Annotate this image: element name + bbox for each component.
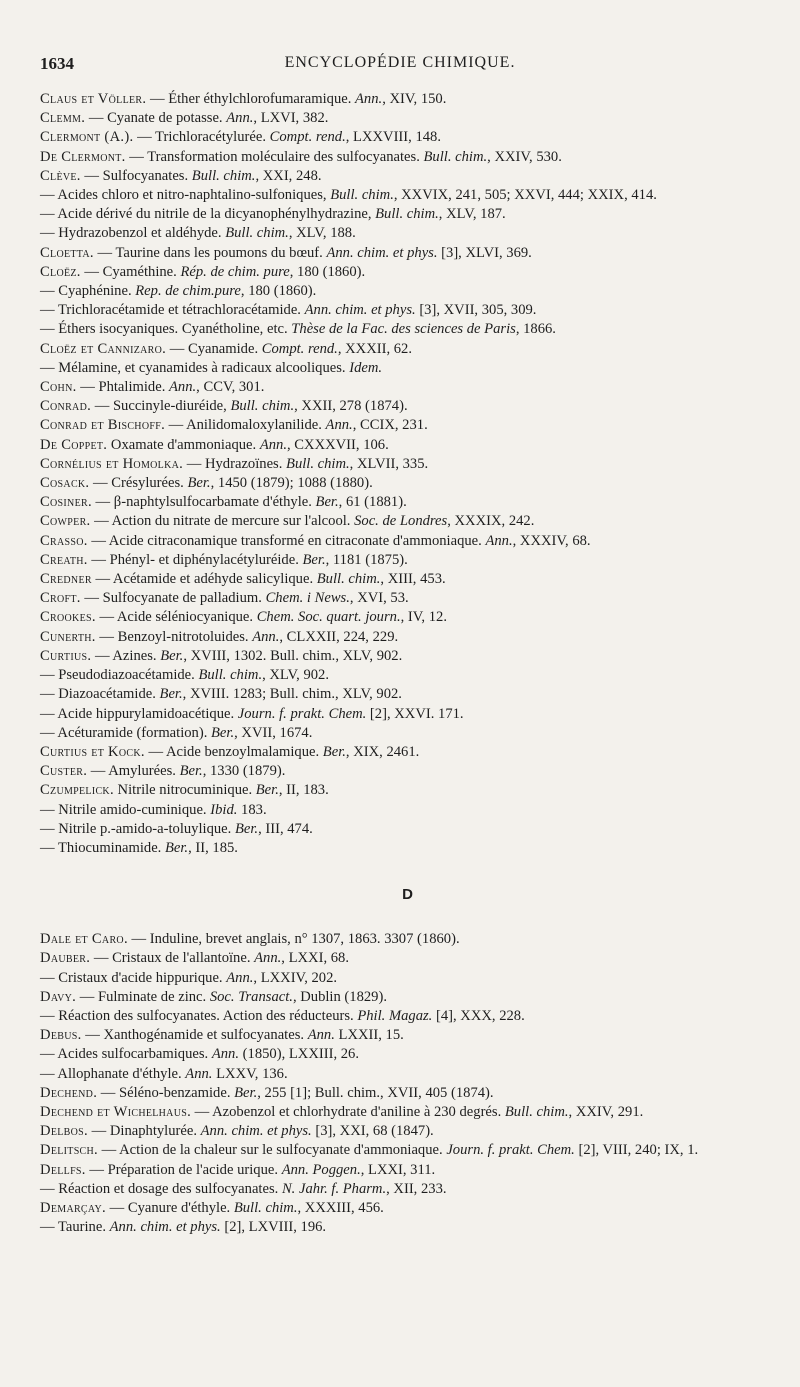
entry-text: Oxamate d'ammoniaque. (107, 436, 260, 453)
entry-text: — Dinaphtylurée. (87, 1123, 201, 1140)
entry-source: Ann. (325, 417, 353, 434)
entry-text: — Sulfocyanates. (80, 167, 192, 184)
entry-author: Cosack. (40, 475, 90, 492)
bibliography-entry (40, 839, 775, 858)
entry-text: — Mélamine, et cyanamides à radicaux alcooliques. (40, 359, 350, 376)
entry-source: Soc. Transact. (209, 988, 293, 1005)
entry-reference: , XVIII, 1302. Bull. chim., XLV, 902. (183, 647, 403, 664)
entry-source: Phil. Magaz. (357, 1007, 433, 1024)
entry-author: Cloëz et Cannizaro. (40, 340, 167, 357)
entry-reference: [4], XXX, 228. (432, 1007, 525, 1024)
entry-text: — Acide benzoylmalamique. (144, 743, 323, 760)
bibliography-entry (40, 167, 775, 186)
entry-source: Ann. chim. et phys. (326, 244, 438, 261)
entry-reference: [2], LXVIII, 196. (220, 1219, 327, 1236)
bibliography-entry (40, 647, 775, 666)
entry-source: Ber. (234, 1084, 258, 1101)
entry-text: — Cyaphénine. (40, 283, 136, 300)
bibliography-entry (40, 608, 775, 627)
entry-text: — Acide citraconamique transformé en citraconate d'ammoniaque. (87, 532, 486, 549)
entry-reference: , LXXI, 68. (281, 950, 349, 967)
bibliography-entry (40, 493, 775, 512)
page-number: 1634 (40, 54, 74, 73)
bibliography-entry (40, 1103, 775, 1122)
entry-source: Bull. chim. (330, 187, 394, 204)
entry-text: — Acétamide et adéhyde salicylique. (91, 571, 317, 588)
entry-source: Ann. chim. et phys. (304, 302, 416, 319)
entry-reference: , 61 (1881). (338, 494, 407, 511)
entry-source: Bull. chim. (316, 571, 381, 588)
entry-source: Ann. (254, 950, 282, 967)
entry-reference: , XXXIV, 68. (512, 532, 591, 549)
entry-reference: LXXII, 15. (334, 1027, 404, 1044)
entry-reference: , II, 183. (278, 782, 329, 799)
entry-text: — Allophanate d'éthyle. (40, 1065, 186, 1082)
bibliography-entry (40, 282, 775, 301)
entry-source: Bull. chim. (504, 1103, 569, 1120)
entry-author: Croft. (40, 590, 81, 607)
bibliography-entry (40, 90, 775, 109)
bibliography-entry (40, 724, 775, 743)
entry-reference: , XXI, 248. (255, 167, 322, 184)
entry-source: Bull. chim. (286, 455, 350, 472)
entry-source: Bull. chim. (191, 167, 256, 184)
entry-source: Ann. (485, 532, 513, 549)
entry-author: Dellfs. (40, 1161, 86, 1178)
entry-source: Ibid. (210, 801, 238, 818)
entry-text: — Crésylurées. (89, 475, 188, 492)
entry-text: — Diazoacétamide. (40, 686, 160, 703)
entry-text: — Acide séléniocyanique. (95, 609, 257, 626)
entry-reference: [2], VIII, 240; IX, 1. (574, 1142, 699, 1159)
entry-reference: , CCV, 301. (196, 379, 265, 396)
entry-text: — Taurine dans les poumons du bœuf. (93, 244, 327, 261)
entry-text: — Transformation moléculaire des sulfocyanates. (125, 148, 424, 165)
bibliography-entry (40, 340, 775, 359)
entry-text: — Nitrile p.-amido-a-toluylique. (40, 820, 235, 837)
bibliography-entry (40, 1045, 775, 1064)
entry-reference: , LXXI, 311. (360, 1161, 436, 1178)
bibliography-entry (40, 186, 775, 205)
entry-source: Compt. rend. (261, 340, 338, 357)
entry-source: Ber. (159, 686, 183, 703)
entry-reference: , XII, 233. (386, 1180, 447, 1197)
entry-source: Ber. (322, 743, 346, 760)
entry-reference: , XXXIII, 456. (297, 1199, 384, 1216)
entry-text: — β-naphtylsulfocarbamate d'éthyle. (91, 494, 316, 511)
entry-source: Bull. chim. (423, 148, 488, 165)
entry-reference: 183. (237, 801, 267, 818)
entry-source: Ann. (226, 969, 254, 986)
entry-source: Ber. (160, 647, 184, 664)
entry-source: Ber. (164, 839, 189, 856)
section-letter: D (402, 886, 413, 904)
entry-reference: , 1866. (515, 321, 556, 338)
entry-source: Bull. chim. (198, 667, 263, 684)
entry-author: Custer. (40, 763, 88, 780)
bibliography-entry (40, 705, 775, 724)
entry-text: — Acide dérivé du nitrile de la dicyanophénylhydrazine, (40, 206, 376, 223)
entry-reference: , XXXII, 62. (337, 340, 413, 357)
entry-source: Ann. (252, 628, 280, 645)
bibliography-entry (40, 455, 775, 474)
entry-reference: , CCIX, 231. (352, 417, 428, 434)
entry-source: Bull. chim. (230, 398, 295, 415)
entry-author: Clermont (A.). (40, 129, 134, 146)
entry-author: Crookes. (40, 609, 96, 626)
bibliography-entry (40, 205, 775, 224)
entry-reference: , III, 474. (258, 820, 313, 837)
entry-reference: , LXVI, 382. (253, 110, 329, 127)
entry-source: Ber. (187, 475, 211, 492)
bibliography-entry (40, 589, 775, 608)
entry-source: Chem. i News. (265, 590, 350, 607)
entry-reference: (1850), LXXIII, 26. (239, 1046, 359, 1063)
bibliography-entry (40, 1007, 775, 1026)
entry-author: Creath. (40, 551, 88, 568)
entry-reference: , 1330 (1879). (202, 763, 286, 780)
entry-reference: [2], XXVI. 171. (366, 705, 464, 722)
entry-text: — Préparation de l'acide urique. (85, 1161, 282, 1178)
bibliography-entry (40, 1065, 775, 1084)
bibliography-entry (40, 666, 775, 685)
bibliography-entry (40, 781, 775, 800)
entry-author: Crasso. (40, 532, 88, 549)
entry-source: Ber. (315, 494, 339, 511)
bibliography-entry (40, 801, 775, 820)
bibliography-entry (40, 512, 775, 531)
entry-source: Thèse de la Fac. des sciences de Paris (291, 321, 516, 338)
entry-source: Ber. (179, 763, 203, 780)
entry-author: Cowper. (40, 513, 91, 530)
entry-text: — Acide hippurylamidoacétique. (40, 705, 238, 722)
bibliography-entry (40, 685, 775, 704)
entry-reference: , XXVIX, 241, 505; XXVI, 444; XXIX, 414. (393, 187, 657, 204)
entry-reference: , IV, 12. (400, 609, 447, 626)
entry-source: Ann. (307, 1027, 335, 1044)
bibliography-entry (40, 1141, 775, 1160)
entry-author: De Clermont. (40, 148, 126, 165)
entry-source: Ber. (255, 782, 279, 799)
entry-reference: [3], XXI, 68 (1847). (311, 1123, 434, 1140)
entry-author: Curtius. (40, 647, 92, 664)
entry-reference: , XVIII. 1283; Bull. chim., XLV, 902. (182, 686, 402, 703)
entry-text: — Éthers isocyaniques. Cyanétholine, etc. (40, 321, 292, 338)
entry-text: — Pseudodiazoacétamide. (40, 667, 199, 684)
bibliography-entry (40, 1180, 775, 1199)
entry-reference: , XIII, 453. (380, 571, 446, 588)
entry-source: Soc. de Londres (354, 513, 448, 530)
entry-author: Czumpelick. (40, 782, 114, 799)
entry-text: — Amylurées. (87, 763, 180, 780)
entry-author: Debus. (40, 1027, 82, 1044)
entry-source: Ann. (355, 91, 383, 107)
entry-source: Rep. de chim.pure (135, 283, 241, 300)
entry-source: Chem. Soc. quart. journ. (256, 609, 401, 626)
entry-author: Cornélius et Homolka. (40, 455, 184, 472)
entry-text: — Benzoyl-nitrotoluides. (95, 628, 253, 645)
entry-text: — Phényl- et diphénylacétyluréide. (87, 551, 303, 568)
entry-author: Cosiner. (40, 494, 92, 511)
bibliography-entry (40, 1218, 775, 1237)
entry-text: — Réaction et dosage des sulfocyanates. (40, 1180, 282, 1197)
entry-reference: , 180 (1860). (289, 263, 366, 280)
entry-reference: , 1450 (1879); 1088 (1880). (210, 475, 373, 492)
entry-source: Idem. (349, 359, 383, 376)
bibliography-body (40, 90, 775, 1237)
bibliography-entry (40, 532, 775, 551)
entry-text: — Anilidomaloxylanilide. (165, 417, 326, 434)
entry-text: — Cyaméthine. (80, 263, 181, 280)
entry-text: — Trichloracétamide et tétrachloracétamide. (40, 302, 305, 319)
entry-reference: , XVI, 53. (349, 590, 409, 607)
entry-reference: LXXV, 136. (212, 1065, 288, 1082)
entry-source: Ann. (259, 436, 287, 453)
entry-author: Dale et Caro. (40, 931, 128, 948)
entry-reference: , XLV, 902. (262, 667, 329, 684)
entry-reference: , XXXIX, 242. (447, 513, 535, 530)
entry-source: Ann. (211, 1046, 240, 1063)
entry-reference: , CLXXII, 224, 229. (279, 628, 399, 645)
entry-author: Credner (40, 571, 92, 588)
bibliography-entry (40, 244, 775, 263)
entry-text: — Hydrazobenzol et aldéhyde. (40, 225, 226, 242)
entry-source: Ann. (226, 110, 254, 127)
entry-text: — Action de la chaleur sur le sulfocyanate d'ammoniaque. (98, 1142, 447, 1159)
entry-text: Nitrile nitrocuminique. (113, 782, 256, 799)
entry-reference: , 1181 (1875). (325, 551, 408, 568)
entry-reference: [3], XVII, 305, 309. (415, 302, 537, 319)
bibliography-entry (40, 378, 775, 397)
entry-text: — Cyanamide. (166, 340, 262, 357)
bibliography-entry (40, 224, 775, 243)
entry-text: — Induline, brevet anglais, n° 1307, 1863. 3307 (1860). (127, 931, 460, 948)
entry-text: — Réaction des sulfocyanates. Action des réducteurs. (40, 1007, 358, 1024)
entry-author: Delbos. (40, 1123, 88, 1140)
entry-author: Demarçay. (40, 1199, 106, 1216)
bibliography-entry (40, 628, 775, 647)
entry-author: De Coppet. (40, 436, 108, 453)
entry-author: Conrad et Bischoff. (40, 417, 166, 434)
entry-text: — Thiocuminamide. (40, 839, 165, 856)
section-divider (40, 858, 775, 930)
page-header (40, 54, 760, 80)
entry-reference: , XVII, 1674. (234, 724, 313, 741)
entry-author: Clève. (40, 167, 81, 184)
entry-reference: , CXXXVII, 106. (287, 436, 389, 453)
entry-source: Ann. (185, 1065, 213, 1082)
entry-text: — Acides sulfocarbamiques. (40, 1046, 212, 1063)
entry-source: Bull. chim. (375, 206, 439, 223)
entry-source: Ann. chim. et phys. (109, 1219, 221, 1236)
entry-reference: , XXIV, 291. (568, 1103, 644, 1120)
entry-text: — Taurine. (40, 1219, 110, 1236)
bibliography-entry (40, 930, 775, 949)
entry-author: Clemm. (40, 110, 86, 127)
entry-reference: , LXXVIII, 148. (345, 129, 441, 146)
bibliography-entry (40, 1122, 775, 1141)
entry-text: — Acides chloro et nitro-naphtalino-sulfoniques, (40, 187, 331, 204)
entry-reference: , XLV, 188. (288, 225, 356, 242)
bibliography-entry (40, 820, 775, 839)
entry-source: Ann. chim. et phys. (200, 1123, 312, 1140)
entry-source: Bull. chim. (225, 225, 289, 242)
entry-text: — Azobenzol et chlorhydrate d'aniline à 230 degrés. (191, 1103, 505, 1120)
entry-source: Journ. f. prakt. Chem. (446, 1142, 575, 1159)
entry-author: Cloëz. (40, 263, 81, 280)
entry-text: — Cristaux d'acide hippurique. (40, 969, 227, 986)
entry-author: Cunerth. (40, 628, 96, 645)
entry-reference: , LXXIV, 202. (253, 969, 338, 986)
bibliography-entry (40, 1199, 775, 1218)
entry-reference: , XLV, 187. (438, 206, 506, 223)
entry-text: — Xanthogénamide et sulfocyanates. (81, 1027, 308, 1044)
entry-text: — Séléno-benzamide. (97, 1084, 235, 1101)
bibliography-entry (40, 148, 775, 167)
bibliography-entry (40, 359, 775, 378)
entry-reference: , XIV, 150. (382, 91, 447, 107)
entry-author: Dechend et Wichelhaus. (40, 1103, 192, 1120)
bibliography-entry (40, 969, 775, 988)
entry-reference: , XXIV, 530. (487, 148, 562, 165)
entry-reference: , 180 (1860). (240, 283, 317, 300)
entry-author: Claus et Völler. (40, 91, 147, 107)
entry-author: Curtius et Kock. (40, 743, 145, 760)
entry-source: Compt. rend. (269, 129, 346, 146)
entry-reference: , 255 [1]; Bull. chim., XVII, 405 (1874). (257, 1084, 494, 1101)
bibliography-entry (40, 416, 775, 435)
entry-author: Dauber. (40, 950, 91, 967)
bibliography-entry (40, 474, 775, 493)
entry-text: — Éther éthylchlorofumaramique. (146, 91, 356, 107)
entry-text: — Nitrile amido-cuminique. (40, 801, 211, 818)
entry-reference: , XXII, 278 (1874). (294, 398, 408, 415)
entries-d (40, 930, 775, 1237)
bibliography-entry (40, 263, 775, 282)
entry-source: Ber. (302, 551, 326, 568)
entry-source: Journ. f. prakt. Chem. (237, 705, 367, 722)
entry-text: — Acéturamide (formation). (40, 724, 212, 741)
bibliography-entry (40, 436, 775, 455)
bibliography-entry (40, 1161, 775, 1180)
entry-author: Conrad. (40, 398, 92, 415)
bibliography-entry (40, 762, 775, 781)
entry-author: Davy. (40, 988, 77, 1005)
entry-reference: , Dublin (1829). (292, 988, 387, 1005)
bibliography-entry (40, 301, 775, 320)
bibliography-entry (40, 743, 775, 762)
bibliography-entry (40, 570, 775, 589)
entry-text: — Succinyle-diuréide, (91, 398, 231, 415)
entry-author: Delitsch. (40, 1142, 98, 1159)
running-title: ENCYCLOPÉDIE CHIMIQUE. (284, 54, 516, 71)
entry-source: Bull. chim. (233, 1199, 298, 1216)
entry-source: Ber. (211, 724, 235, 741)
entry-text: — Sulfocyanate de palladium. (80, 590, 266, 607)
entry-text: — Cyanate de potasse. (85, 110, 227, 127)
entries-c (40, 90, 775, 858)
bibliography-entry (40, 397, 775, 416)
entry-reference: , XIX, 2461. (345, 743, 420, 760)
bibliography-entry (40, 128, 775, 147)
entry-source: Ann. Poggen. (281, 1161, 361, 1178)
entry-source: Ber. (234, 820, 259, 837)
bibliography-entry (40, 949, 775, 968)
entry-reference: , II, 185. (188, 839, 238, 856)
bibliography-entry (40, 109, 775, 128)
entry-source: N. Jahr. f. Pharm. (281, 1180, 387, 1197)
entry-reference: [3], XLVI, 369. (437, 244, 532, 261)
entry-text: — Cyanure d'éthyle. (105, 1199, 234, 1216)
entry-text: — Phtalimide. (76, 379, 169, 396)
bibliography-entry (40, 1084, 775, 1103)
entry-text: — Cristaux de l'allantoïne. (90, 950, 255, 967)
bibliography-entry (40, 551, 775, 570)
entry-text: — Fulminate de zinc. (76, 988, 210, 1005)
entry-text: — Hydrazoïnes. (183, 455, 287, 472)
entry-text: — Trichloracétylurée. (133, 129, 270, 146)
bibliography-entry (40, 320, 775, 339)
entry-reference: , XLVII, 335. (349, 455, 429, 472)
entry-author: Dechend. (40, 1084, 98, 1101)
entry-author: Cloetta. (40, 244, 94, 261)
entry-text: — Azines. (91, 647, 161, 664)
bibliography-entry (40, 988, 775, 1007)
bibliography-entry (40, 1026, 775, 1045)
entry-source: Rép. de chim. pure (180, 263, 290, 280)
entry-source: Ann. (169, 379, 197, 396)
entry-text: — Action du nitrate de mercure sur l'alcool. (90, 513, 355, 530)
entry-author: Cohn. (40, 379, 77, 396)
